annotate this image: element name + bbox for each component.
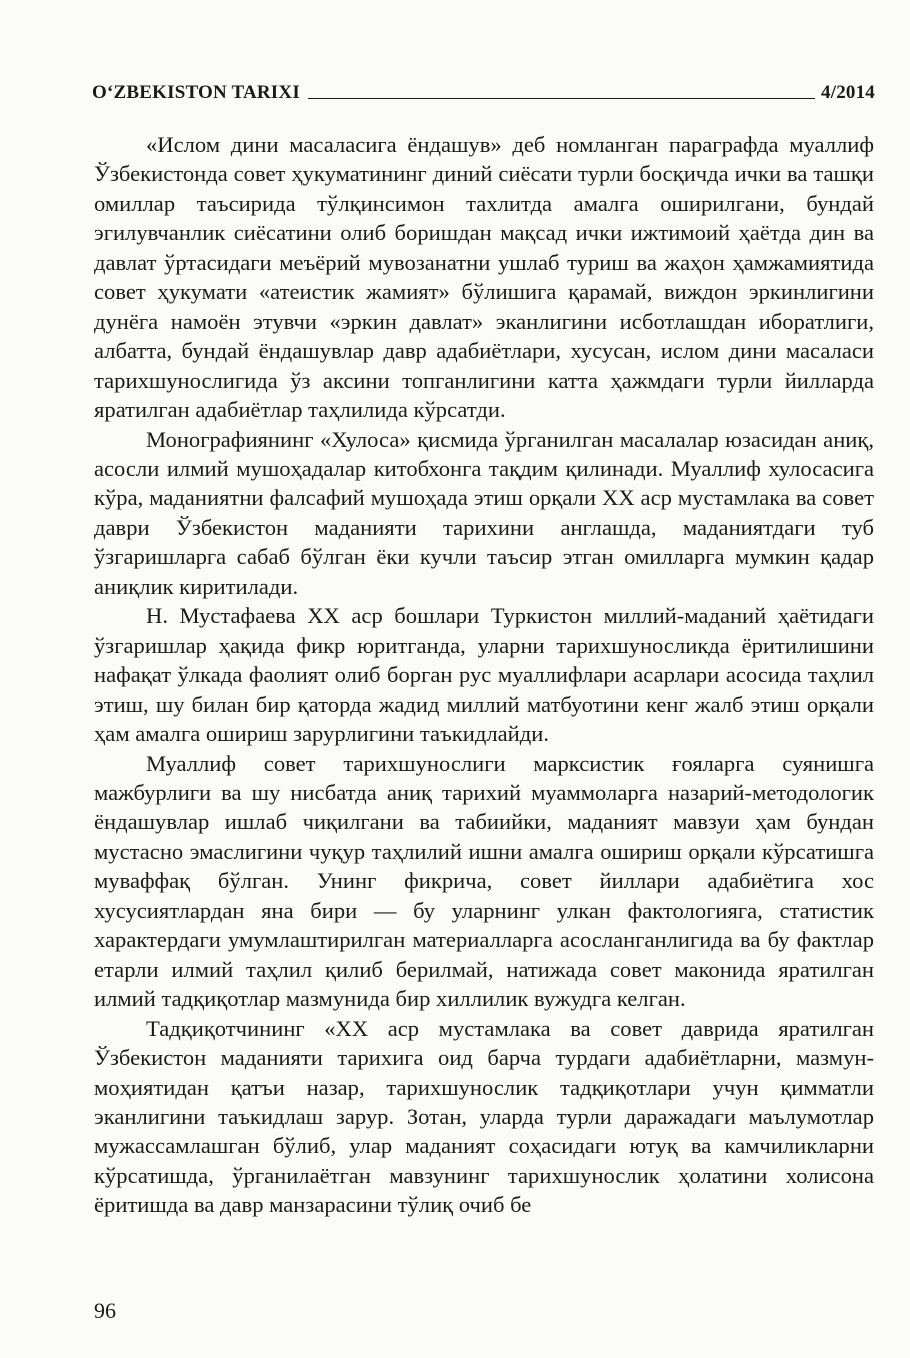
paragraph: Монографиянинг «Хулоса» қисмида ўрганилган масалалар юзасидан аниқ, асосли илмий мушоҳадалар китобхонга тақдим қилинади. Муаллиф хулосасига кўра, маданиятни фалсафий мушоҳада этиш орқали XX аср мустамлака ва совет даври Ўзбекистон маданияти тарихини англашда, маданиятдаги туб ўзгаришларга сабаб бўлган ёки кучли таъсир этган омилларга мумкин қадар аниқлик киритилади. [94,426,874,599]
paragraph: Тадқиқотчининг «XX аср мустамлака ва совет даврида яратилган Ўзбекистон маданияти тарихига оид барча турдаги адабиётларни, мазмун-моҳиятидан қатъи назар, тарихшунослик тадқиқотлари учун қимматли эканлигини таъкидлаш зарур. Зотан, уларда турли даражадаги маълумотлар мужассамлашган бўлиб, улар маданият соҳасидаги ютуқ ва камчиликларни кўрсатишда, ўрганилаётган мавзунинг тарихшунослик ҳолатини холисона ёритишда ва давр манзарасини тўлиқ очиб бе [94,1015,874,1218]
article-body [94,130,874,1220]
journal-title: O‘ZBEKISTON TARIXI [92,82,300,103]
issue-number: 4/2014 [821,82,875,103]
paragraph: Н. Мустафаева XX аср бошлари Туркистон миллий-маданий ҳаётидаги ўзгаришлар ҳақида фикр юритганда, уларни тарихшуносликда ёритилишини нафақат ўлкада фаолият олиб борган рус муаллифлари асарлари асосида таҳлил этиш, шу билан бир қаторда жадид миллий матбуотини кенг жалб этиш орқали ҳам амалга ошириш зарурлигини таъкидлайди. [94,603,874,747]
paragraph: «Ислом дини масаласига ёндашув» деб номланган параграфда муаллиф Ўзбекистонда совет ҳукуматининг диний сиёсати турли босқичда ички ва ташқи омиллар таъсирида тўлқинсимон тахлитда амалга оширилгани, бундай эгилувчанлик сиёсатини олиб боришдан мақсад ички ижтимоий ҳаётда дин ва давлат ўртасидаги меъёрий мувозанатни ушлаб туриш ва жаҳон ҳамжамиятида совет ҳукумати «атеистик жамият» бўлишига қарамай, виждон эркинлигини дунёга намоён этувчи «эркин давлат» эканлигини исботлашдан иборатлиги, албатта, бундай ёндашувлар давр адабиётлари, хусусан, ислом дини масаласи тарихшунослигида ўз аксини топганлигини катта ҳажмдаги турли йилларда яратилган адабиётлар таҳлилида кўрсатди. [94,132,874,423]
paragraph: Муаллиф совет тарихшунослиги марксистик ғояларга суянишга мажбурлиги ва шу нисбатда аниқ тарихий муаммоларга назарий-методологик ёндашувлар ишлаб чиқилгани ва табиийки, маданият мавзуи ҳам бундан мустасно эмаслигини чуқур таҳлилий ишни амалга ошириш орқали кўрсатишга муваффақ бўлган. Унинг фикрича, совет йиллари адабиётига хос хусусиятлардан яна бири — бу уларнинг улкан фактологияга, статистик характердаги умумлаштирилган материалларга асосланганлигида ва бу фактлар етарли илмий таҳлил қилиб берилмай, натижада совет маконида яратилган илмий тадқиқотлар мазмунида бир хиллилик вужудга келган. [94,750,874,1012]
running-header [92,74,875,104]
page-number: 96 [94,1298,116,1323]
header-rule [308,98,815,99]
